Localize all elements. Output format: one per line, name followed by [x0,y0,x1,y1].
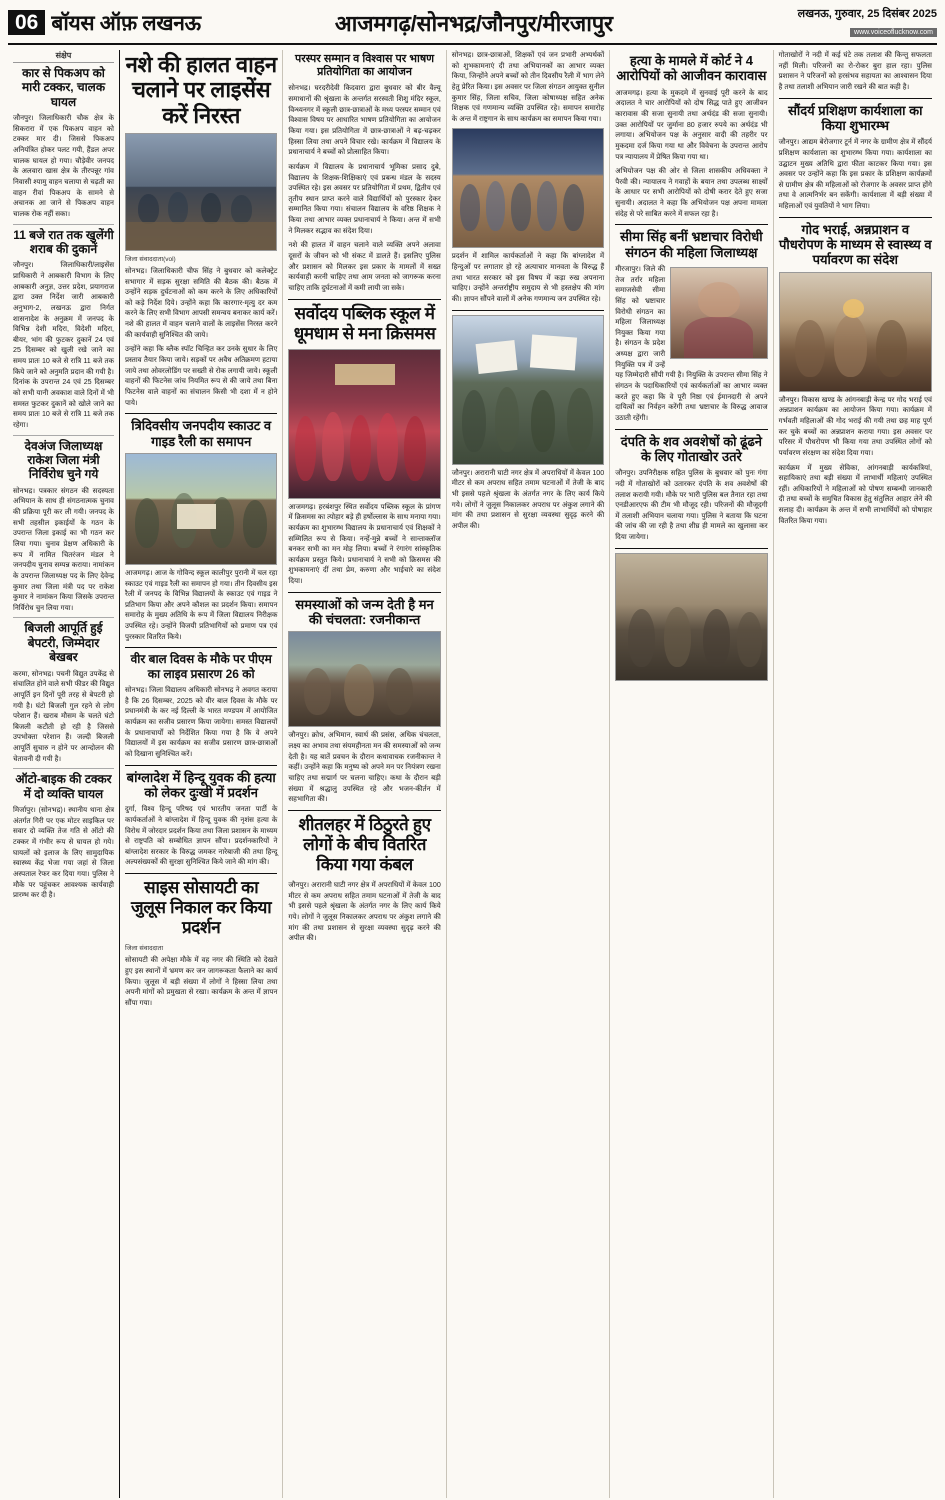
page-number: 06 [8,10,45,35]
photo-anganwadi-event [779,272,932,392]
divider [125,647,277,648]
photo-group-students [452,128,604,248]
divers-search-headline: दंपति के शव अवशेषों को ढूंढने के लिए गोताखोर उतरे [620,433,763,464]
science-society-headline: साइस सोसायटी का जुलूस निकाल कर किया प्रदर्शन [130,878,272,938]
life-sentence-body-1: आजमगढ़। हत्या के मुकदमे में सुनवाई पूरी करने के बाद अदालत ने चार आरोपियों को दोष सिद्ध पाते हुए आजीवन कारावास की सजा सुनायी तथा अर्थदंड की सजा सुनायी। उक्त आरोपियों पर जुर्माना 80 हजार रुपये का अर्थदंड भी लगाया। अभियोजन पक्ष के अनुसार वादी की तहरीर पर मुकदमा दर्ज किया गया था और विवेचना के उपरान्त आरोप पत्र न्यायालय में प्रेषित किया गया था। [615,88,768,161]
divider [125,873,277,874]
speech-contest-body-2: कार्यक्रम में विद्यालय के प्रधानाचार्य भूमिका प्रसाद दुबे, विद्यालय के शिक्षक-शिक्षिकाएं एवं प्रबन्ध मंडल के सदस्य उपस्थित रहे। इस अवसर पर प्रतियोगिता में प्रथम, द्वितीय एवं तृतीय स्थान प्राप्त करने वाले विद्यार्थियों को पुरस्कार देकर सम्मानित किया गया। संचालन विद्यालय के वरिष्ठ शिक्षक ने किया तथा आभार व्यक्त प्रधानाचार्य ने किया। अन्त में सभी ने मिलकर सद्भाव का संदेश दिया। [288,162,441,235]
edition-regions: आजमगढ़/सोनभद्र/जौनपुर/मीरजापुर [334,10,613,36]
divider [13,224,114,225]
photo-content [616,554,766,680]
science-society-body: सोसायटी की अपेक्षा मौके में वह नगर की स्थिति को देखते हुए इस स्थानों में भ्रमण कर जन जागरूकता फैलाने का कार्य किया। जुलूस में बड़ी संख्या में लोगों ने हिस्सा लिया तथा अपनी मांगों को प्रमुखता से रखा। कार्यक्रम के अन्त में ज्ञापन सौंपा गया। [125,956,278,1007]
divider [288,592,440,593]
website-url: www.voiceoflucknow.com [850,28,937,37]
godbharai-body-2: कार्यक्रम में मुख्य सेविका, आंगनबाड़ी कार्यकत्रियां, सहायिकाएं तथा बड़ी संख्या में लाभार्थी महिलाएं उपस्थित रहीं। अधिकारियों ने महिलाओं को पोषण सम्बन्धी जानकारी दी तथा बच्चों के समुचित विकास हेतु संतुलित आहार लेने की सलाह दी। कार्यक्रम के अन्त में सभी लाभार्थियों को पोषाहार वितरित किया गया। [778,463,932,525]
page-grid [8,50,937,1498]
speech-contest-body-1: सोनभद्र। घरदरीदेवी किदवारा द्वारा बुधवार को बीर वैल्यू समाधानों की श्रृंखला के अन्तर्गत सरस्वती शिशु मंदिर स्कूल, विन्ध्यनगर में स्कूली छात्र-छात्राओं के मध्य परस्पर सम्मान एवं विश्वास विषय पर आधारित भाषण प्रतियोगिता का आयोजन किया गया। इस प्रतियोगिता में छात्र-छात्राओं ने बढ़-चढ़कर हिस्सा लिया तथा अपने विचार रखे। कार्यक्रम में विद्यालय के प्रधानाचार्य ने बच्चों को प्रोत्साहित किया। [288,84,441,157]
life-sentence-body-2: अभियोजन पक्ष की ओर से जिला शासकीय अधिवक्ता ने पैरवी की। न्यायालय ने गवाहों के बयान तथा उपलब्ध साक्ष्यों के आधार पर सभी आरोपियों को दोषी करार देते हुए सजा सुनायी। अदालत ने कहा कि अभियोजन पक्ष अपना मामला संदेह से परे साबित करने में सफल रहा है। [615,167,768,218]
photo-content [453,129,603,247]
lead-body-2: उन्होंने कहा कि ब्लैक स्पॉट चिन्हित कर उनके सुधार के लिए प्रस्ताव तैयार किया जाये। सड़कों पर अवैध अतिक्रमण हटाया जाये तथा ओवरलोडिंग पर सख्ती से रोक लगायी जाये। स्कूली वाहनों की फिटनेस जांच नियमित रूप से की जाये तथा बिना फिटनेस वाले वाहनों का संचालन किसी भी दशा में न होने पाये। [125,345,278,407]
photo-content [126,454,276,564]
speech-contest-headline: परस्पर सम्मान व विश्वास पर भाषण प्रतियोगिता का आयोजन [295,53,435,79]
bangladesh-protest-body: दुर्गा, विश्व हिन्दू परिषद एवं भारतीय जनता पार्टी के कार्यकर्ताओं ने बांग्लादेश में हिन्दू युवक की नृशंस हत्या के विरोध में जोरदार प्रदर्शन किया तथा जिला प्रशासन के माध्यम से राष्ट्रपति को सम्बोधित ज्ञापन सौंपा। प्रदर्शनकारियों ने बांग्लादेश सरकार के विरुद्ध जमकर नारेबाजी की तथा हिन्दू अल्पसंख्यकों की सुरक्षा सुनिश्चित किये जाने की मांग की। [125,805,278,867]
divider [288,299,440,300]
godbharai-body-1: जौनपुर। विकास खण्ड के आंगनबाड़ी केन्द्र पर गोद भराई एवं अन्नप्राशन कार्यक्रम का आयोजन किया गया। कार्यक्रम में गर्भवती महिलाओं की गोद भराई की गयी तथा छह माह पूर्ण कर चुके बच्चों का अन्नप्राशन कराया गया। इस अवसर पर परिसर में पौधरोपण भी किया गया तथा उपस्थित लोगों को पर्यावरण संरक्षण का संदेश दिया गया। [778,395,932,457]
column-five [610,50,773,1498]
divider [13,435,114,436]
science-society-body-2: जौनपुर। अरारानी घाटी नगर क्षेत्र में अपराधियों में केवल 100 मीटर से कम अपराध सहित तमाम घटनाओं में तेजी के बाद भी इससे पहले श्रृंखला के अंतर्गत नगर के लिए कार्य किये गये। लोगों ने जुलूस निकालकर अपराध पर अंकुश लगाने की मांग की तथा प्रशासन से सुरक्षा व्यवस्था सुदृढ़ करने की अपील की। [451,468,605,530]
divider [615,224,767,225]
masthead [8,6,937,45]
photo-credit-protest: जिला संवाददाता [125,945,164,953]
brief-headline-3: देवअंज जिलाध्यक्ष राकेश जिला मंत्री निर्विरोध चुने गये [24,438,103,482]
divider [13,617,114,618]
brief-headline-1: कार से पिकअप को मारी टक्कर, चालक घायल [21,66,106,109]
beauty-workshop-body: जौनपुर। आद्यम बेरोजगार टूर्न में नगर के ग्रामीण क्षेत्र में सौंदर्य प्रशिक्षण कार्यशाला का शुभारम्भ किया गया। कार्यशाला का उद्घाटन मुख्य अतिथि द्वारा फीता काटकर किया गया। इस अवसर पर उन्होंने कहा कि इस प्रकार के प्रशिक्षण कार्यक्रमों से ग्रामीण क्षेत्र की महिलाओं को रोजगार के अवसर प्राप्त होंगे तथा वे आत्मनिर्भर बन सकेंगी। कार्यशाला में बड़ी संख्या में महिलाओं एवं युवतियों ने भाग लिया। [778,138,932,211]
brief-body-5: मिर्जापुर। (सोनभद्र)। स्थानीय थाना क्षेत्र अंतर्गत गिरी पर एक मोटर साइकिल पर सवार दो व्यक्ति तेज गति से ऑटो की टक्कर में गंभीर रूप से घायल हो गये। घायलों को इलाज के लिए सामुदायिक स्वास्थ्य केंद्र भेजा गया जहां से जिला अस्पताल रेफर कर दिया गया। पुलिस ने मौके पर पहुंचकर आवश्यक कार्यवाही प्रारम्भ कर दी है। [13,806,114,900]
column-lead-left [120,50,283,1498]
column-six [774,50,937,1498]
issue-date: लखनऊ, गुरुवार, 25 दिसंबर 2025 [797,8,937,20]
brief-body-3: सोनभद्र। पत्रकार संगठन की सदस्यता अभियान के साथ ही संगठनात्मक चुनाव की प्रक्रिया पूरी कर ली गयी। जनपद के सभी तहसील इकाईयों के गठन के उपरान्त जिला इकाई का भी गठन कर लिया गया। चुनाव प्रेक्षण अधिकारी के रूप में नामित चितरंजन मंडल ने जनपदीय चुनाव सम्पन्न कराया। नामांकन के उपरान्त जिलाध्यक्ष पद के लिए देवेन्द्र कुमार तथा जिला मंत्री पद पर राकेश कुमार ने नामांकन किया जिसके उपरान्त निर्विरोध चुन लिया गया। [13,486,114,612]
brief-headline-4: बिजली आपूर्ति हुई बेपटरी, जिम्मेदार बेखबर [24,621,103,665]
blanket-distribution-headline: शीतलहर में ठिठुरते हुए लोगों के बीच वितरित किया गया कंबल [298,814,431,874]
divider [13,768,114,769]
photo-scout-rally [125,453,277,565]
brief-body-1: जौनपुर। जिलाधिकारी चौक क्षेत्र के सिकरारा में एक पिकअप वाहन को टक्कर मार दी। जिससे पिकअप अनियंत्रित होकर पलट गयी, हैंडल अपर चालक घायल हो गया। चौड़ेवीर जनपद के अलवारा खास क्षेत्र के तीरपन्नूर गांव निवासी श्यामु वाहन चलाया से चढ़ती का वाहन रीवां पिकअप के सामने से अचानक आ जाने से पिकअप वाहन चालक रोक नहीं सका। [13,114,114,218]
brief-body-2: जौनपुर। जिलाधिकारी/लाइसेंस प्राधिकारी ने आबकारी विभाग के लिए आबकारी अनुज्ञ, उत्तर प्रदेश, प्रयागराज द्वारा उक्त निर्देश जारी आबकारी अनुभाग-2, लखनऊ द्वारा निर्गत शासनादेश के अनुक्रम में जनपद के विभिन्न देशी मदिरा, विदेशी मदिरा, बीयर, भांग की फुटकर दुकानें 24 एवं 25 दिसम्बर को खुली रखे जाने का समय प्रातः 10 बजे से रात्रि 11 बजे तक किये जाने को अनुमति प्रदान की गयी है। दिनांक के उपरान्त 24 एवं 25 दिसम्बर को सभी यानी अवकाश वाले दिनों में भी समस्त फुटकर दुकानें को खोले जाने का समय प्रातः 10 बजे से रात्रि 11 बजे तक रहेगा। [13,261,114,429]
seema-singh-body: मीरजापुर। जिले की तेज तर्रार महिला समाजसेवी सीमा सिंह को भ्रष्टाचार विरोधी संगठन का महिला जिलाध्यक्ष नियुक्त किया गया है। संगठन के प्रदेश अध्यक्ष द्वारा जारी नियुक्ति पत्र में उन्हें यह जिम्मेदारी सौंपी गयी है। नियुक्ति के उपरान्त सीमा सिंह ने संगठन के पदाधिकारियों एवं कार्यकर्ताओं का आभार व्यक्त करते हुए कहा कि वे पूरी निष्ठा एवं ईमानदारी से अपने दायित्वों का निर्वहन करेंगी तथा भ्रष्टाचार के विरुद्ध आवाज उठाती रहेंगी। [615,265,768,422]
christmas-headline: सर्वोदय पब्लिक स्कूल में धूमधाम से मना क्रिसमस [293,303,436,343]
divider [779,217,932,218]
divers-search-body: जौनपुर। उपनिरीक्षक सहित पुलिस के बुधवार को पुनः गंगा नदी में गोताखोरों को उतारकर दंपति के शव अवशेषों की तलाश करायी गयी। मौके पर भारी पुलिस बल तैनात रहा तथा एनडीआरएफ की टीम भी मौजूद रही। परिजनों की मौजूदगी में तलाशी अभियान चलाया गया। पुलिस ने बताया कि घटना की जांच की जा रही है तथा शीघ्र ही मामले का खुलासा कर दिया जायेगा। [615,469,768,542]
column-four [447,50,610,1498]
photo-content [126,134,276,250]
blanket-distribution-body: जौनपुर। अरारानी घाटी नगर क्षेत्र में अपराधियों में केवल 100 मीटर से कम अपराध सहित तमाम घटनाओं में तेजी के बाद भी इससे पहले श्रृंखला के अंतर्गत नगर के लिए कार्य किये गये। लोगों ने जुलूस निकालकर अपराध पर अंकुश लगाने की मांग की तथा प्रशासन से सुरक्षा व्यवस्था सुदृढ़ करने की अपील की। [288,881,441,943]
lead-body-1: सोनभद्र। जिलाधिकारी चीफ सिंह ने बुधवार को कलेक्ट्रेट सभागार में सड़क सुरक्षा समिति की बैठक की। बैठक में उन्होंने सड़क दुर्घटनाओं को कम करने के लिए अधिकारियों को कड़े निर्देश दिये। उन्होंने कहा कि कारगार-मृत्यु दर कम करने के लिए सभी विभाग आपसी समन्वय बनाकर कार्य करें। नशे की हालत में वाहन चलाने वालों के लाइसेंस निरस्त करने की कार्यवाही सुनिश्चित की जाये। [125,266,278,339]
photo-seema-singh-portrait [670,267,768,359]
godbharai-headline: गोद भराई, अन्नप्राशन व पौधरोपण के माध्यम से स्वास्थ्य व पर्यावरण का संदेश [778,221,932,268]
column-briefs [8,50,120,1498]
divers-search-continued: गोताखोरों ने नदी में कई घंटे तक तलाश की किन्तु सफलता नहीं मिली। परिजनों का रो-रोकर बुरा हाल रहा। पुलिस प्रशासन ने परिजनों को हरसंभव सहायता का आश्वासन दिया है तथा तलाशी अभियान जारी रखने की बात कही है। [778,51,932,91]
lead-headline: नशे की हालत वाहन चलाने पर लाइसेंस करें निरस्त [125,52,277,128]
briefs-kicker: संक्षेप [13,50,114,63]
divider [452,310,604,311]
scout-rally-body: आजमगढ़। आज के गोविन्द स्कूल कालीपुर पुरानी में चल रहा स्काउट एवं गाइड रैली का समापन हो गया। तीन दिवसीय इस रैली में जनपद के विभिन्न विद्यालयों के स्काउट एवं गाइड ने प्रतिभाग किया और अपने कौशल का प्रदर्शन किया। समापन समारोह के मुख्य अतिथि के रूप में जिला विद्यालय निरीक्षक उपस्थित रहे। उन्होंने विजयी प्रतिभागियों को प्रमाण पत्र एवं पुरस्कार वितरित किये। [125,568,278,641]
divider [615,429,767,430]
divider [125,413,277,414]
life-sentence-headline: हत्या के मामले में कोर्ट ने 4 आरोपियों को आजीवन कारावास [616,53,767,84]
divider [125,765,277,766]
rajnikant-headline: समस्याओं को जन्म देती है मन की चंचलता: रजनीकान्त [295,596,434,628]
brief-headline-5: ऑटो-बाइक की टक्कर में दो व्यक्ति घायल [15,772,112,801]
veer-bal-diwas-body: सोनभद्र। जिला विद्यालय अधिकारी सोनभद्र ने अवगत कराया है कि 26 दिसम्बर, 2025 को वीर बाल दिवस के मौके पर प्रधानमंत्री के कर नई दिल्ली के भारत मण्डपम में आयोजित कार्यक्रम का सजीव प्रसारण किया जायेगा। समस्त विद्यालयों के प्रधानाचार्यों को निर्देशित किया गया है कि वे अपने विद्यालयों में इस कार्यक्रम का सजीव प्रसारण छात्र-छात्राओं को दिखाना सुनिश्चित करें। [125,686,278,758]
beauty-workshop-headline: सौंदर्य प्रशिक्षण कार्यशाला का किया शुभारम्भ [788,102,923,133]
scout-rally-continued: सोनभद्र। छात्र-छात्राओं, शिक्षकों एवं जन प्रभारी अभ्यर्थकों को शुभकामनाएं दी तथा अभियानकों का आभार व्यक्त किया, जिन्होंने अपने बच्चों को तीन दिवसीय रैली में भाग लेने हेतु प्रेरित किया। इस अवसर पर जिला संगठन आयुक्त सुनील कुमार सिंह, जिला सचिव, जिला कोषाध्यक्ष सहित अनेक शिक्षक एवं गणमान्य व्यक्ति उपस्थित रहे। समापन समारोह के अन्त में राष्ट्रगान के साथ कार्यक्रम का समापन किया गया। [451,51,605,123]
photo-content [780,273,931,391]
photo-protest-march [452,315,604,465]
bangladesh-protest-headline: बांग्लादेश में हिन्दू युवक की हत्या को लेकर दुःखी में प्रदर्शन [126,769,276,800]
christmas-body: आजमगढ़। हरबंशपुर स्थित सर्वोदय पब्लिक स्कूल के प्रांगण में क्रिसमस का त्योहार बड़े ही हर्षोल्लास के साथ मनाया गया। कार्यक्रम का शुभारम्भ विद्यालय के प्रधानाचार्य एवं शिक्षकों ने सम्मिलित रूप से किया। नन्हें-मुन्ने बच्चों ने सान्ताक्लॉज बनकर सभी का मन मोह लिया। बच्चों ने रंगारंग सांस्कृतिक कार्यक्रम प्रस्तुत किये। प्रधानाचार्य ने सभी को क्रिसमस की शुभकामनाएं दीं तथा प्रेम, करुणा और भाईचारे का संदेश दिया। [288,502,441,586]
divider [779,98,932,99]
brief-headline-2: 11 बजे रात तक खुलेंगी शराब की दुकानें [13,227,114,256]
photo-discourse-gathering [288,631,440,727]
column-three [283,50,446,1498]
veer-bal-diwas-headline: वीर बाल दिवस के मौके पर पीएम का लाइव प्रसारण 26 को [130,652,272,681]
photo-caption-hall: जिला संवाददाता(vol) [125,255,176,263]
divider [288,810,440,811]
photo-content [671,268,767,358]
photo-meeting-hall [125,133,277,251]
masthead-right [747,6,937,39]
speech-contest-body-3: नशे की हालत में वाहन चलाने वाले व्यक्ति अपने अलावा दूसरों के जीवन को भी संकट में डालते हैं। इसलिए पुलिस और प्रशासन को मिलकर इस प्रकार के मामलों में सख्त कार्यवाही करनी चाहिए तथा आम जनता को जागरूक करना चाहिए ताकि दुर्घटनाओं में कमी लायी जा सके। [288,241,441,292]
publication-title: बॉयस ऑफ़ लखनऊ [51,11,201,35]
photo-christmas-celebration [288,349,440,499]
photo-blanket-distribution [615,553,767,681]
bangladesh-protest-body-2: प्रदर्शन में शामिल कार्यकर्ताओं ने कहा कि बांग्लादेश में हिन्दुओं पर लगातार हो रहे अत्याचार मानवता के विरुद्ध हैं तथा भारत सरकार को इस विषय में कड़ा रुख अपनाना चाहिए। उन्होंने अन्तर्राष्ट्रीय समुदाय से भी हस्तक्षेप की मांग की। ज्ञापन सौंपने वालों में अनेक गणमान्य जन उपस्थित रहे। [451,252,605,304]
photo-content [453,316,603,464]
seema-singh-headline: सीमा सिंह बनीं भ्रष्टाचार विरोधी संगठन की महिला जिलाध्यक्ष [620,229,763,260]
photo-content [289,632,439,726]
brief-body-4: करमा, सोनभद्र। पचनी विद्युत उपकेंद्र से संचालित होने वाले सभी फीडर की विद्युत आपूर्ति इन दिनों पूरी तरह से बेपटरी हो गयी है। घंटो बिजली गुल रहने से लोग परेशान हैं। खराब मौसम के चलते घंटो बिजली कटौती हो रही है जिससे उपभोक्ता परेशान हैं। जल्दी बिजली आपूर्ति सुचारु न होने पर आन्दोलन की चेतावनी दी गयी है। [13,669,114,763]
rajnikant-body: जौनपुर। क्रोध, अभिमान, स्वार्थ की प्रसंस, अधिक चंचलता, लक्ष्य का अभाव तथा संयमहीनता मन की समस्याओं को जन्म देती है। यह बातें प्रवचन के दौरान कथावाचक रजनीकान्त ने कहीं। उन्होंने कहा कि मनुष्य को अपने मन पर नियंत्रण रखना चाहिए तथा सद्मार्ग पर चलना चाहिए। कथा के दौरान बड़ी संख्या में श्रद्धालु उपस्थित रहे और भजन-कीर्तन में सहभागिता की। [288,731,441,804]
photo-content [289,350,439,498]
divider [615,548,767,549]
scout-rally-headline: त्रिदिवसीय जनपदीय स्काउट व गाइड रैली का समापन [131,418,272,449]
